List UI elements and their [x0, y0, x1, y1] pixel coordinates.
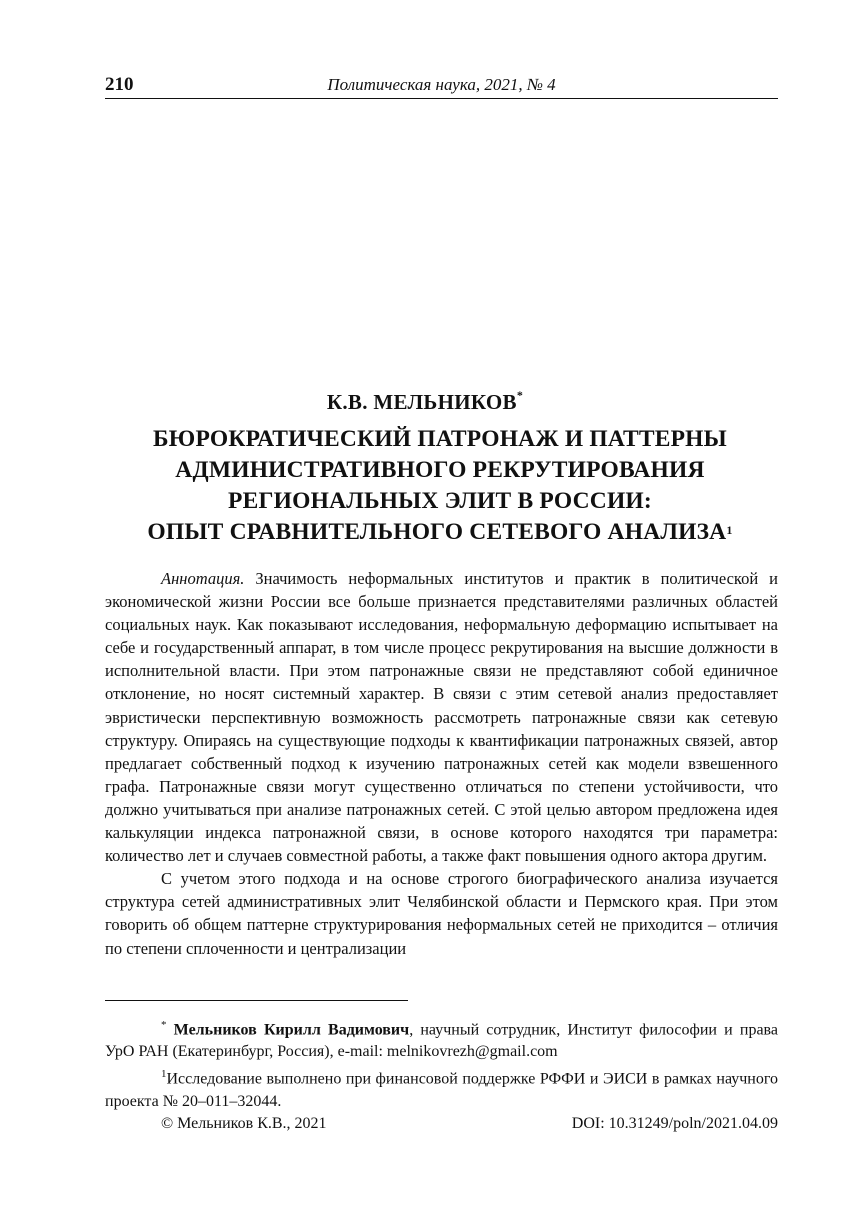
title-footnote-mark[interactable]: 1: [726, 523, 733, 537]
title-line-4: [0, 517, 850, 548]
doi-link[interactable]: DOI: 10.31249/poln/2021.04.09: [571, 1114, 778, 1132]
title-line-4-text: ОПЫТ СРАВНИТЕЛЬНОГО СЕТЕВОГО АНАЛИЗА: [147, 519, 727, 545]
abstract-text-1: Значимость неформальных институтов и практик в политической и экономической жизни России все больше признается представителями различных областей социальных наук. Как показывают исследования, неформальную деформацию испытывает на себе и государственный аппарат, в том числе процесс рекрутирования на высшие должности в исполнительной власти. При этом патронажные связи не представляют собой единичное отклонение, но носят системный характер. В связи с этим сетевой анализ предоставляет эвристически перспективную возможность рассмотреть патронажные связи как сетевую структуру. Опираясь на существующие подходы к квантификации патронажных связей, автор предлагает собственный подход к изучению патронажных сетей как модели взвешенного графа. Патронажные связи могут существенно отличаться по степени устойчивости, что должно учитываться при анализе патронажных сетей. С этой целью автором предложена идея калькуляции индекса патронажной связи, в основе которого находятся три параметра: количество лет и случаев совместной работы, а также факт повышения одного актора другим.: [105, 569, 778, 866]
footnote-funding-text: Исследование выполнено при финансовой поддержке РФФИ и ЭИСИ в рамках научного проекта № 20–011–32044.: [105, 1070, 778, 1110]
footnote-author-mark: *: [161, 1019, 167, 1031]
copyright: © Мельников К.В., 2021: [161, 1114, 327, 1132]
abstract-paragraph-1: [105, 567, 778, 867]
page-number: 210: [105, 74, 134, 95]
article-title: [0, 424, 850, 548]
abstract-paragraph-2: С учетом этого подхода и на основе строгого биографического анализа изучается структура сетей административных элит Челябинской области и Пермского края. При этом говорить об общем паттерне структурирования неформальных сетей не приходится – отличия по степени сплоченности и централизации: [105, 869, 778, 958]
title-line-1: БЮРОКРАТИЧЕСКИЙ ПАТРОНАЖ И ПАТТЕРНЫ: [153, 426, 727, 452]
footnote-author: [105, 1014, 778, 1063]
author-footnote-mark[interactable]: *: [516, 388, 524, 402]
title-line-2: АДМИНИСТРАТИВНОГО РЕКРУТИРОВАНИЯ: [175, 457, 705, 483]
copyright-row: [105, 1113, 778, 1135]
author-text: К.В. МЕЛЬНИКОВ: [326, 390, 517, 414]
footnote-divider: [105, 1000, 408, 1001]
running-head: [105, 74, 778, 99]
journal-title: Политическая наука, 2021, № 4: [327, 75, 556, 94]
footnote-author-name: Мельников Кирилл Вадимович: [173, 1021, 410, 1039]
author-name: [0, 390, 850, 415]
footnote-author-text: , научный сотрудник, Институт философии и права УрО РАН (Екатеринбург, Россия), e-mail: melnikovrezh@gmail.com: [105, 1021, 779, 1061]
abstract: [105, 567, 778, 960]
title-line-3: РЕГИОНАЛЬНЫХ ЭЛИТ В РОССИИ:: [228, 488, 652, 514]
footnote-funding: [105, 1063, 778, 1112]
abstract-label: Аннотация.: [161, 569, 245, 588]
footnote-funding-mark: 1: [161, 1068, 167, 1081]
footnotes: [105, 1014, 778, 1135]
